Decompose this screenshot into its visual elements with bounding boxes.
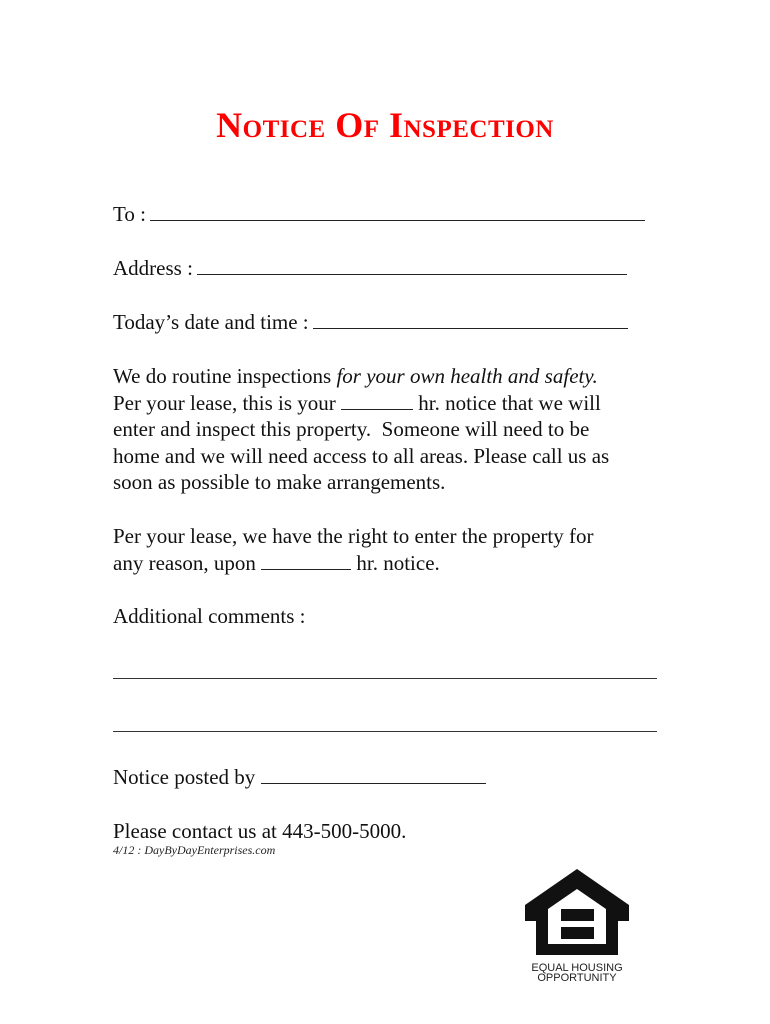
para1-line2-after: hr. notice that we will	[413, 390, 601, 415]
address-field[interactable]	[197, 256, 627, 275]
date-time-field[interactable]	[313, 310, 628, 329]
page-title: Notice Of Inspection	[216, 105, 554, 145]
para2-line1: Per your lease, we have the right to enter the property for	[113, 524, 594, 548]
posted-by-label: Notice posted by	[113, 765, 256, 789]
para1-line2-before: Per your lease, this is your	[113, 390, 342, 415]
to-label: To :	[113, 202, 146, 226]
inspection-paragraph	[113, 363, 673, 496]
para1-line4: home and we will need access to all areas. Please call us as	[113, 443, 610, 468]
para1-line5: soon as possible to make arrangements.	[113, 470, 446, 494]
contact-text: Please contact us at 443-500-5000.	[113, 819, 407, 843]
to-field[interactable]	[150, 202, 645, 221]
footer-note: 4/12 : DayByDayEnterprises.com	[113, 843, 276, 857]
equal-housing-logo	[522, 866, 632, 988]
address-field-row	[113, 255, 627, 281]
date-time-label: Today’s date and time :	[113, 310, 309, 334]
to-field-row	[113, 201, 645, 227]
rights-paragraph	[113, 523, 673, 576]
para2-line2-before: any reason, upon	[113, 550, 262, 575]
posted-by-row	[113, 764, 486, 790]
logo-text-line-2: OPPORTUNITY	[537, 972, 617, 984]
para1-line3: enter and inspect this property. Someone will need to be	[113, 417, 590, 441]
date-time-field-row	[113, 309, 628, 335]
logo-text-line-1: EQUAL HOUSING	[531, 962, 623, 974]
entry-hours-field[interactable]	[261, 553, 351, 570]
comments-label: Additional comments :	[113, 604, 306, 628]
equal-housing-opportunity-icon	[522, 866, 632, 958]
posted-by-field[interactable]	[261, 765, 486, 784]
comments-line-2[interactable]	[113, 731, 657, 732]
para1-line1-emphasis: for your own health and safety.	[336, 364, 598, 388]
para2-line2-after: hr. notice.	[351, 550, 440, 575]
comments-line-1[interactable]	[113, 678, 657, 679]
notice-hours-field[interactable]	[341, 393, 413, 410]
address-label: Address :	[113, 256, 193, 280]
para1-line1-text: We do routine inspections	[113, 364, 337, 388]
